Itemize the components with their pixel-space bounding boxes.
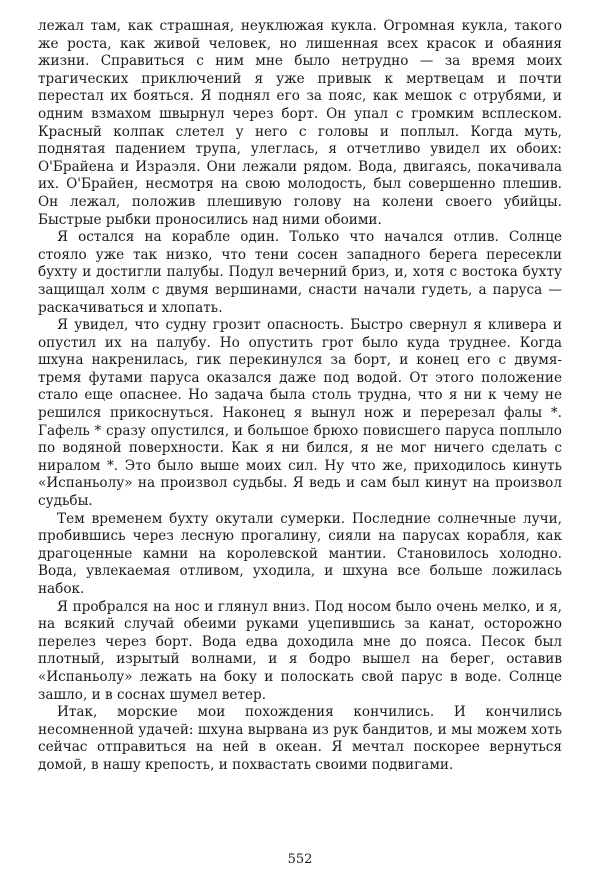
paragraph-1: лежал там, как страшная, неуклюжая кукла. Огромная кукла, такого же роста, как живой человек, но лишенная всех красок и обаяния жизни. Справиться с ним мне было нетрудно — за время моих трагических приключений я уже привык к мертвецам и почти перестал их бояться. Я поднял его за пояс, как мешок с отрубями, и одним взмахом швырнул через борт. Он упал с громким всплеском. Красный колпак слетел у него с головы и поплыл. Когда муть, поднятая падением трупа, улеглась, я отчетливо увидел их обоих: О'Брайена и Израэля. Они лежали рядом. Вода, двигаясь, покачивала их. О'Брайен, несмотря на свою молодость, был совершенно плешив. Он лежал, положив плешивую голову на колени своего убийцы. Быстрые рыбки проносились над ними обоими. — [38, 18, 562, 228]
paragraph-3: Я увидел, что судну грозит опасность. Быстро свернул я кливера и опустил их на палубу. Но опустить грот было куда труднее. Когда шхуна накренилась, гик перекинулся за борт, и конец его с двумя-тремя футами паруса оказался даже под водой. От этого положение стало еще опаснее. Но задача была столь трудна, что я ни к чему не решился прикоснуться. Наконец я вынул нож и перерезал фалы *. Гафель * сразу опустился, и большое брюхо повисшего паруса поплыло по водяной поверхности. Как я ни бился, я не мог ничего сделать с ниралом *. Это было выше моих сил. Ну что же, приходилось кинуть «Испаньолу» на произвол судьбы. Я ведь и сам был кинут на произвол судьбы. — [38, 317, 562, 510]
paragraph-6: Итак, морские мои похождения кончились. И кончились несомненной удачей: шхуна вырвана из рук бандитов, и мы можем хоть сейчас отправиться на ней в океан. Я мечтал поскорее вернуться домой, в нашу крепость, и похвастать своими подвигами. — [38, 704, 562, 773]
paragraph-2: Я остался на корабле один. Только что начался отлив. Солнце стояло уже так низко, что тени сосен западного берега пересекли бухту и достигли палубы. Подул вечерний бриз, и, хотя с востока бухту защищал холм с двумя вершинами, снасти начали гудеть, а паруса — раскачиваться и хлопать. — [38, 229, 562, 316]
paragraph-5: Я пробрался на нос и глянул вниз. Под носом было очень мелко, и я, на всякий случай обеими руками уцепившись за канат, осторожно перелез через борт. Вода едва доходила мне до пояса. Песок был плотный, изрытый волнами, и я бодро вышел на берег, оставив «Испаньолу» лежать на боку и полоскать свой парус в воде. Солнце зашло, и в соснах шумел ветер. — [38, 598, 562, 703]
page-number: 552 — [287, 852, 313, 867]
page-body — [38, 18, 562, 878]
paragraph-4: Тем временем бухту окутали сумерки. Последние солнечные лучи, пробившись через лесную прогалину, сияли на парусах корабля, как драгоценные камни на королевской мантии. Становилось холодно. Вода, увлекаемая отливом, уходила, и шхуна все больше ложилась набок. — [38, 510, 562, 597]
